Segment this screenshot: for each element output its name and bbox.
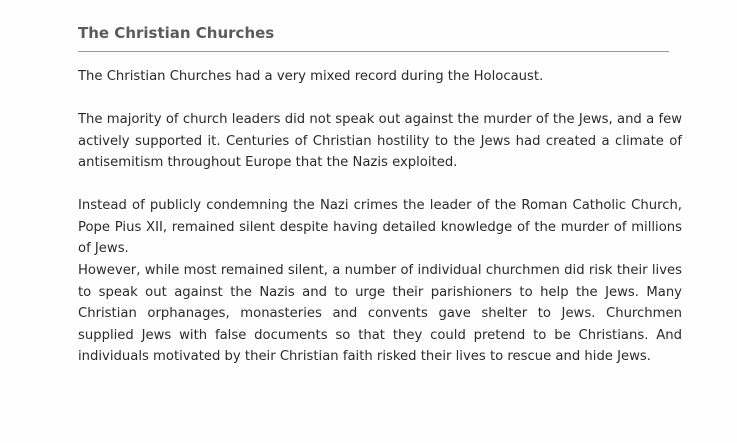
paragraph-pope-pius: Instead of publicly condemning the Nazi crimes the leader of the Roman Catholic Church, Pope Pius XII, remained silent despite having detailed knowledge of the murder of millions of Jews.	[78, 198, 682, 256]
section-heading: The Christian Churches	[78, 24, 275, 42]
heading-divider	[78, 51, 669, 52]
paragraph-intro: The Christian Churches had a very mixed record during the Holocaust.	[78, 69, 544, 84]
paragraph-church-leaders: The majority of church leaders did not speak out against the murder of the Jews, and a few actively supported it. Centuries of Christian hostility to the Jews had created a climate of antisemitism throughout Europe that the Nazis exploited.	[78, 112, 682, 170]
paragraph-individual-churchmen: However, while most remained silent, a number of individual churchmen did risk their lives to speak out against the Nazis and to urge their parishioners to help the Jews. Many Christian orphanages, monasteries and convents gave shelter to Jews. Churchmen supplied Jews with false documents so that they could pretend to be Christians. And individuals motivated by their Christian faith risked their lives to rescue and hide Jews.	[78, 263, 682, 364]
